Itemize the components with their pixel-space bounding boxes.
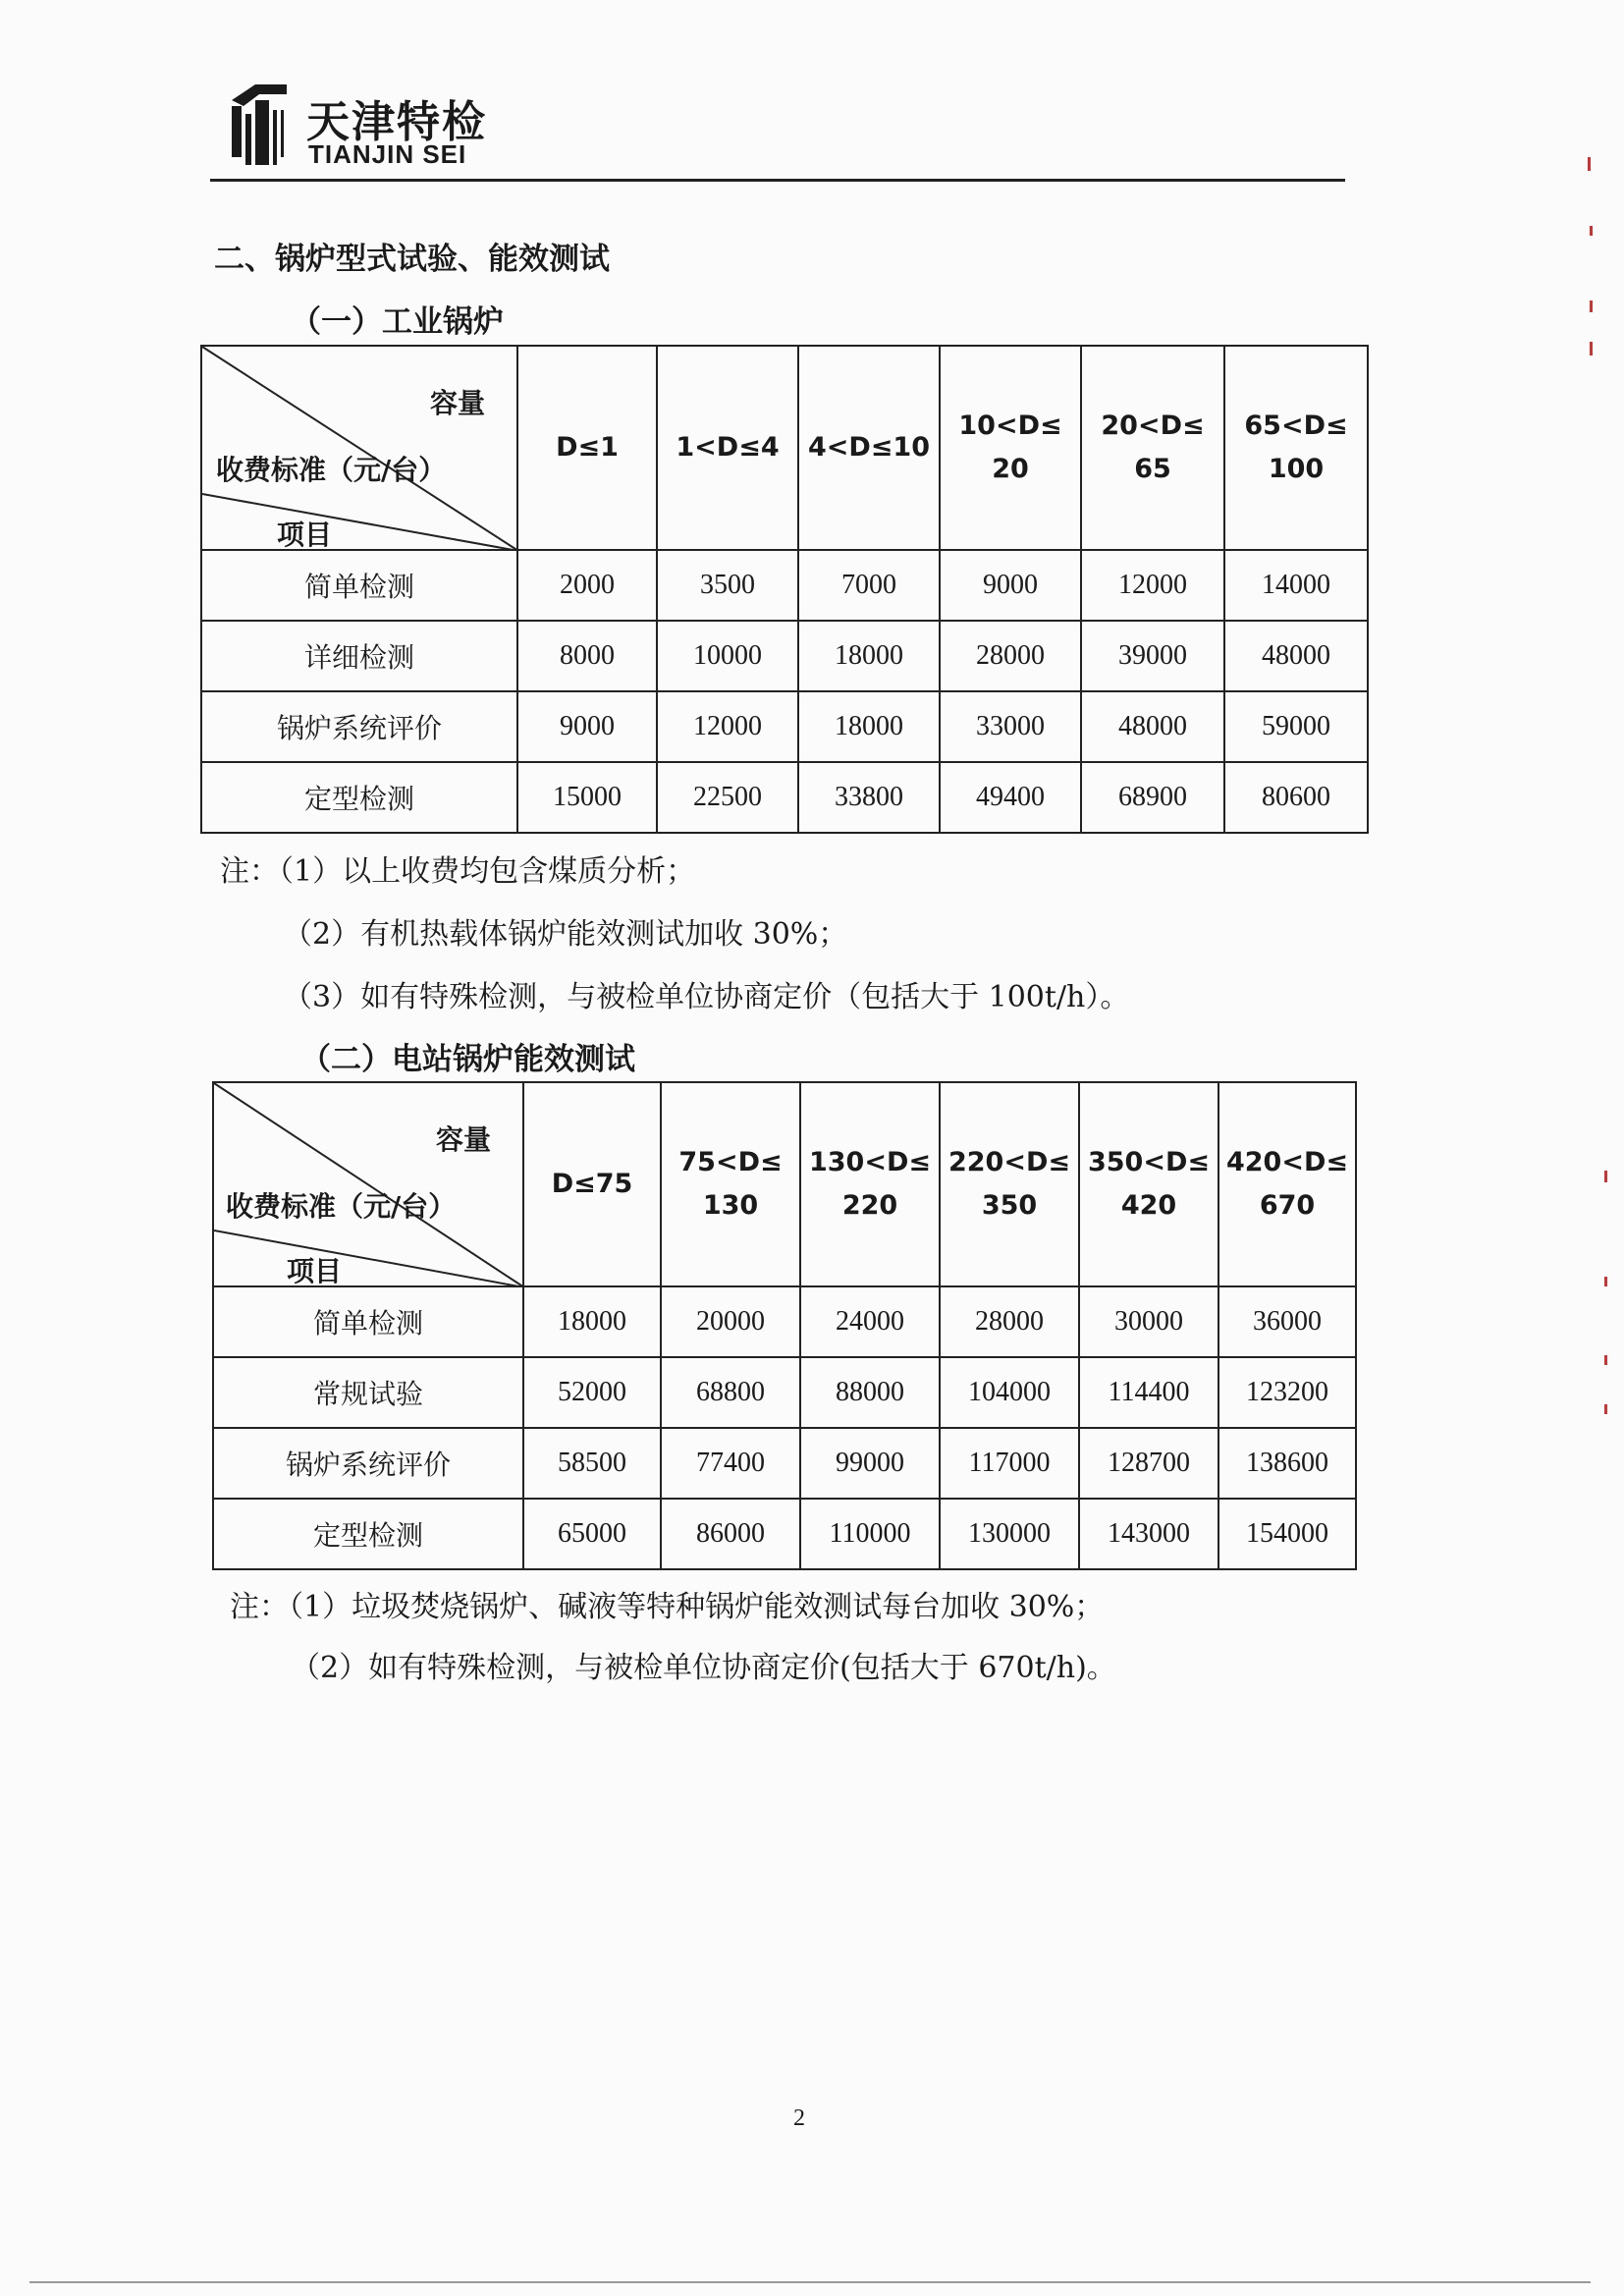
fee-cell: 104000 xyxy=(940,1357,1079,1428)
fee-cell: 3500 xyxy=(657,550,798,621)
fee-cell: 88000 xyxy=(800,1357,940,1428)
logo-mark-icon xyxy=(226,81,304,169)
fee-cell: 2000 xyxy=(517,550,657,621)
fee-cell: 59000 xyxy=(1224,691,1368,762)
table-row xyxy=(213,1357,1356,1428)
column-header: 130<D≤ 220 xyxy=(800,1082,940,1286)
table-header-row xyxy=(213,1082,1356,1286)
scan-edge-mark xyxy=(1604,1355,1607,1365)
fee-cell: 58500 xyxy=(523,1428,661,1499)
fee-cell: 143000 xyxy=(1079,1499,1218,1569)
column-header: 1<D≤4 xyxy=(657,346,798,550)
row-label: 锅炉系统评价 xyxy=(201,691,517,762)
table1-note-1: 注：（1）以上收费均包含煤质分析； xyxy=(220,854,696,889)
fee-cell: 14000 xyxy=(1224,550,1368,621)
fee-cell: 128700 xyxy=(1079,1428,1218,1499)
fee-cell: 18000 xyxy=(798,621,940,691)
fee-cell: 80600 xyxy=(1224,762,1368,833)
table2-note-2: （2）如有特殊检测，与被检单位协商定价(包括大于 670t/h)。 xyxy=(291,1651,1116,1685)
scan-edge-mark xyxy=(1604,1277,1607,1286)
fee-cell: 68900 xyxy=(1081,762,1224,833)
fee-cell: 8000 xyxy=(517,621,657,691)
column-header: 10<D≤ 20 xyxy=(940,346,1081,550)
corner-cell xyxy=(213,1082,523,1286)
column-header: 350<D≤ 420 xyxy=(1079,1082,1218,1286)
fee-cell: 28000 xyxy=(940,621,1081,691)
fee-cell: 49400 xyxy=(940,762,1081,833)
column-header: 65<D≤ 100 xyxy=(1224,346,1368,550)
fee-cell: 86000 xyxy=(661,1499,800,1569)
table2-note-1: 注：（1）垃圾焚烧锅炉、碱液等特种锅炉能效测试每台加收 30%； xyxy=(230,1590,1105,1624)
fee-cell: 33000 xyxy=(940,691,1081,762)
fee-cell: 30000 xyxy=(1079,1286,1218,1357)
fee-cell: 12000 xyxy=(1081,550,1224,621)
column-header: 4<D≤10 xyxy=(798,346,940,550)
corner-item: 项目 xyxy=(287,1255,343,1287)
header-divider xyxy=(210,179,1345,182)
row-label: 常规试验 xyxy=(213,1357,523,1428)
row-label: 定型检测 xyxy=(213,1499,523,1569)
table2-title: （二）电站锅炉能效测试 xyxy=(300,1042,635,1077)
fee-cell: 18000 xyxy=(798,691,940,762)
brand-name-cn: 天津特检 xyxy=(306,97,487,147)
column-header: 20<D≤ 65 xyxy=(1081,346,1224,550)
table-row xyxy=(213,1286,1356,1357)
fee-cell: 65000 xyxy=(523,1499,661,1569)
table-row xyxy=(201,550,1368,621)
fee-cell: 9000 xyxy=(517,691,657,762)
table1-note-2: （2）有机热载体锅炉能效测试加收 30%； xyxy=(283,917,848,952)
scan-edge-mark xyxy=(1590,301,1593,312)
fee-cell: 36000 xyxy=(1218,1286,1356,1357)
corner-capacity: 容量 xyxy=(430,387,486,419)
scan-bottom-edge xyxy=(29,2281,1591,2283)
fee-cell: 48000 xyxy=(1081,691,1224,762)
column-header: D≤1 xyxy=(517,346,657,550)
company-logo xyxy=(216,77,511,175)
industrial-boiler-fee-table xyxy=(200,345,1369,834)
page-number: 2 xyxy=(793,2105,805,2131)
fee-cell: 18000 xyxy=(523,1286,661,1357)
fee-cell: 22500 xyxy=(657,762,798,833)
table-row xyxy=(201,621,1368,691)
brand-name-en: TIANJIN SEI xyxy=(308,139,467,169)
fee-cell: 130000 xyxy=(940,1499,1079,1569)
table1-title: （一）工业锅炉 xyxy=(291,304,504,340)
column-header: 220<D≤ 350 xyxy=(940,1082,1079,1286)
fee-cell: 68800 xyxy=(661,1357,800,1428)
table1-note-3: （3）如有特殊检测，与被检单位协商定价（包括大于 100t/h）。 xyxy=(283,980,1130,1014)
fee-cell: 10000 xyxy=(657,621,798,691)
fee-cell: 123200 xyxy=(1218,1357,1356,1428)
row-label: 简单检测 xyxy=(201,550,517,621)
fee-cell: 39000 xyxy=(1081,621,1224,691)
fee-cell: 20000 xyxy=(661,1286,800,1357)
section-title: 二、锅炉型式试验、能效测试 xyxy=(214,242,610,277)
row-label: 简单检测 xyxy=(213,1286,523,1357)
corner-item: 项目 xyxy=(277,519,333,551)
scan-edge-mark xyxy=(1590,342,1593,355)
column-header: D≤75 xyxy=(523,1082,661,1286)
corner-fee: 收费标准（元/台） xyxy=(226,1190,457,1223)
fee-cell: 9000 xyxy=(940,550,1081,621)
fee-cell: 48000 xyxy=(1224,621,1368,691)
table-row xyxy=(213,1499,1356,1569)
fee-cell: 33800 xyxy=(798,762,940,833)
fee-cell: 77400 xyxy=(661,1428,800,1499)
fee-cell: 52000 xyxy=(523,1357,661,1428)
fee-cell: 7000 xyxy=(798,550,940,621)
fee-cell: 28000 xyxy=(940,1286,1079,1357)
fee-cell: 15000 xyxy=(517,762,657,833)
scan-edge-mark xyxy=(1588,157,1591,171)
power-station-boiler-fee-table xyxy=(212,1081,1357,1570)
fee-cell: 12000 xyxy=(657,691,798,762)
scan-edge-mark xyxy=(1604,1404,1607,1414)
fee-cell: 114400 xyxy=(1079,1357,1218,1428)
row-label: 详细检测 xyxy=(201,621,517,691)
corner-capacity: 容量 xyxy=(436,1123,492,1156)
table-header-row xyxy=(201,346,1368,550)
corner-cell xyxy=(201,346,517,550)
fee-cell: 138600 xyxy=(1218,1428,1356,1499)
table-row xyxy=(201,691,1368,762)
scan-edge-mark xyxy=(1604,1171,1607,1182)
corner-fee: 收费标准（元/台） xyxy=(216,454,447,486)
fee-cell: 99000 xyxy=(800,1428,940,1499)
row-label: 锅炉系统评价 xyxy=(213,1428,523,1499)
table-row xyxy=(213,1428,1356,1499)
column-header: 75<D≤ 130 xyxy=(661,1082,800,1286)
fee-cell: 117000 xyxy=(940,1428,1079,1499)
table-row xyxy=(201,762,1368,833)
fee-cell: 110000 xyxy=(800,1499,940,1569)
fee-cell: 24000 xyxy=(800,1286,940,1357)
column-header: 420<D≤ 670 xyxy=(1218,1082,1356,1286)
scan-edge-mark xyxy=(1590,226,1593,236)
row-label: 定型检测 xyxy=(201,762,517,833)
fee-cell: 154000 xyxy=(1218,1499,1356,1569)
